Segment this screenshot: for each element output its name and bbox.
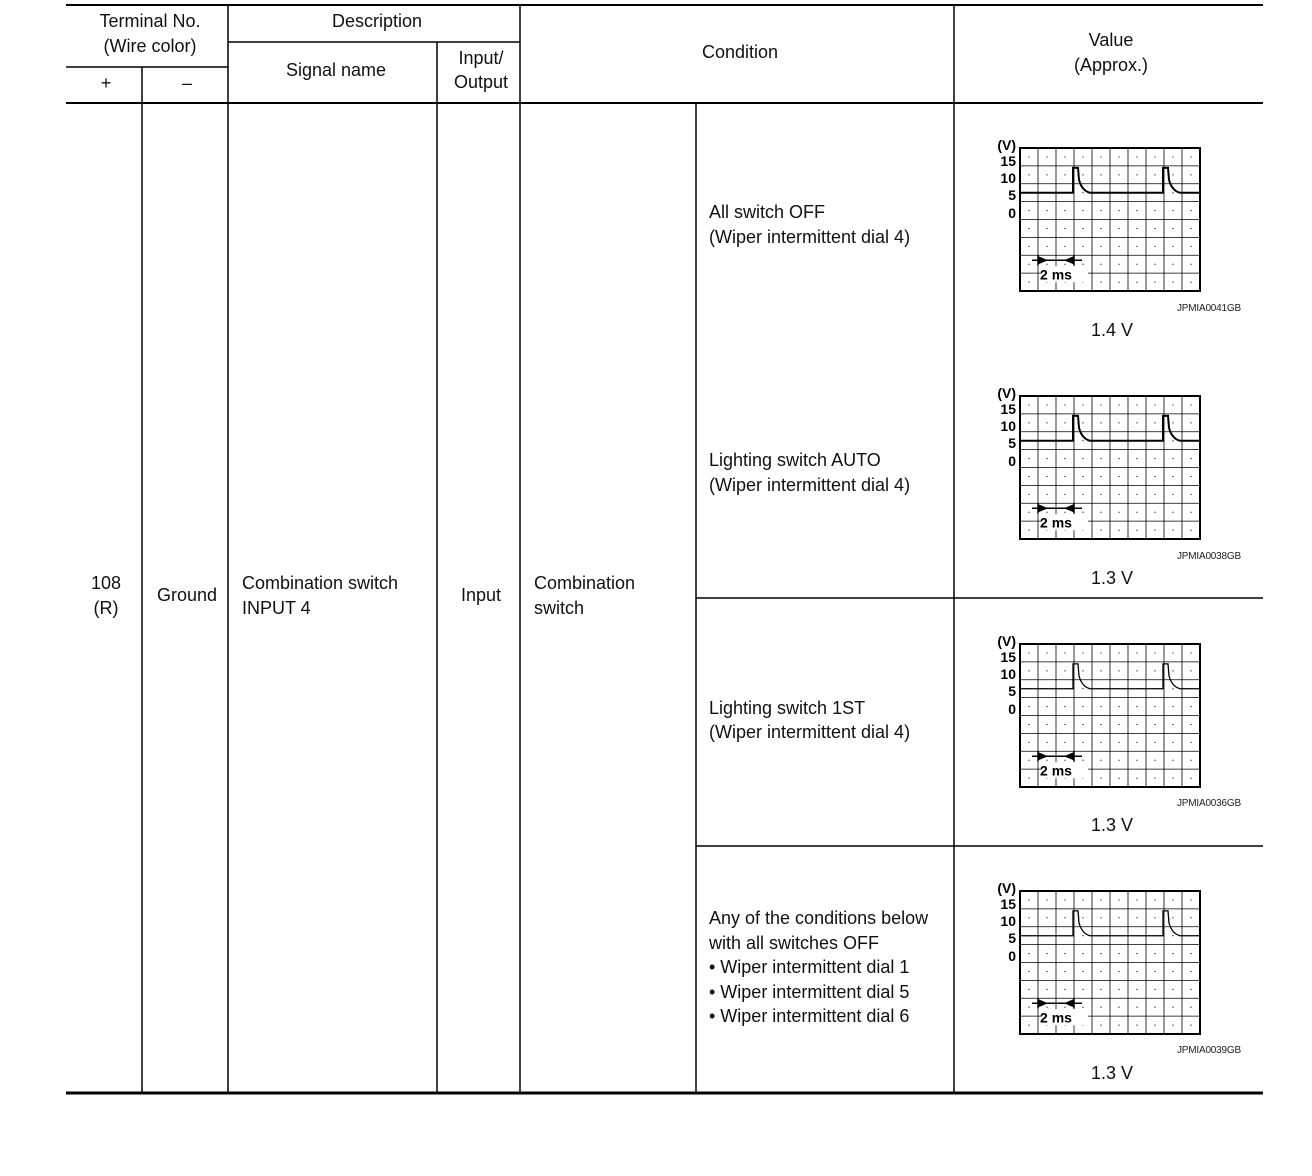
input-output-value: Input [460,585,502,605]
time-scale-marker [1032,503,1082,513]
waveform-figure-3 [990,634,1260,814]
time-scale-label: 2 ms [1040,266,1072,283]
condition-2-line-2: (Wiper intermittent dial 4) [709,475,911,495]
time-scale-marker [1032,751,1082,761]
figure-code-2: JPMIA0038GB [1177,551,1241,562]
condition-3-line-2: (Wiper intermittent dial 4) [709,722,911,742]
condition-1-line-1: All switch OFF [709,202,826,222]
condition-4-bullet-3: • Wiper intermittent dial 6 [709,1006,910,1026]
y-unit-label: (V) [997,138,1016,153]
condition-4-line-1: Any of the conditions below [709,908,929,928]
condition-1-line-2: (Wiper intermittent dial 4) [709,227,911,247]
time-scale-marker [1032,998,1082,1008]
signal-name-line-1: Combination switch [242,573,399,593]
value-2: 1.3 V [1090,568,1134,588]
time-scale-label: 2 ms [1040,762,1072,779]
value-1: 1.4 V [1090,320,1134,340]
time-scale-label: 2 ms [1040,514,1072,531]
waveform-svg [990,881,1260,1061]
y-tick-label: 15 [1000,401,1016,417]
y-tick-label: 0 [1008,948,1016,964]
header-plus: + [100,73,112,93]
y-tick-label: 10 [1000,170,1016,186]
condition-4-bullet-2: • Wiper intermittent dial 5 [709,982,910,1002]
condition-4-line-2: with all switches OFF [709,933,880,953]
header-value-1: Value [1088,30,1134,50]
time-scale-label: 2 ms [1040,1009,1072,1026]
y-tick-label: 15 [1000,153,1016,169]
y-tick-label: 15 [1000,896,1016,912]
condition-3-line-1: Lighting switch 1ST [709,698,866,718]
waveform-figure-2 [990,386,1260,566]
waveform-svg [990,386,1260,566]
header-condition: Condition [701,42,779,62]
figure-code-3: JPMIA0036GB [1177,798,1241,809]
y-tick-label: 10 [1000,418,1016,434]
header-input-output-1: Input/ [458,48,504,68]
y-tick-label: 0 [1008,453,1016,469]
waveform-figure-4 [990,881,1260,1061]
y-unit-label: (V) [997,881,1016,896]
header-signal-name: Signal name [285,60,387,80]
value-3: 1.3 V [1090,815,1134,835]
y-tick-label: 15 [1000,649,1016,665]
y-tick-label: 10 [1000,913,1016,929]
condition-main-line-2: switch [534,598,585,618]
figure-code-1: JPMIA0041GB [1177,303,1241,314]
header-wire-color: (Wire color) [103,36,197,56]
terminal-minus: Ground [156,585,218,605]
waveform-figure-1 [990,138,1260,318]
value-4: 1.3 V [1090,1063,1134,1083]
header-terminal-no: Terminal No. [99,11,201,31]
y-unit-label: (V) [997,634,1016,649]
y-tick-label: 10 [1000,666,1016,682]
y-tick-label: 0 [1008,701,1016,717]
header-description: Description [331,11,423,31]
condition-main-line-1: Combination [534,573,636,593]
signal-name-line-2: INPUT 4 [242,598,311,618]
waveform-svg [990,138,1260,318]
y-tick-label: 5 [1008,930,1016,946]
terminal-plus-color: (R) [93,598,119,618]
y-tick-label: 0 [1008,205,1016,221]
y-unit-label: (V) [997,386,1016,401]
y-tick-label: 5 [1008,683,1016,699]
y-tick-label: 5 [1008,435,1016,451]
waveform-svg [990,634,1260,814]
terminal-plus-number: 108 [90,573,122,593]
header-value-2: (Approx.) [1073,55,1149,75]
figure-code-4: JPMIA0039GB [1177,1045,1241,1056]
header-input-output-2: Output [453,72,509,92]
time-scale-marker [1032,255,1082,265]
condition-2-line-1: Lighting switch AUTO [709,450,881,470]
y-tick-label: 5 [1008,187,1016,203]
condition-4-bullet-1: • Wiper intermittent dial 1 [709,957,910,977]
header-minus: – [181,73,193,93]
